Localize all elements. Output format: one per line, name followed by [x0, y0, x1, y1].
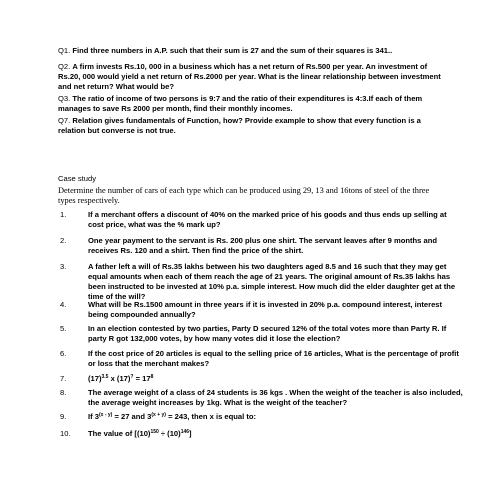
item-text: If the cost price of 20 articles is equal to the selling price of 16 articles, What is the percentage of profit or loss that the merchant makes?: [88, 349, 459, 368]
item-text: [88, 374, 463, 384]
item-number: 7.: [60, 374, 67, 383]
expr-exponent: 146: [180, 429, 190, 435]
item-number: 5.: [60, 324, 67, 333]
question-text: Find three numbers in A.P. such that their sum is 27 and the sum of their squares is 341..: [72, 46, 393, 55]
item-number: 8.: [60, 388, 67, 397]
expr-part: (17): [88, 374, 102, 383]
question-number: Q7.: [58, 116, 71, 125]
item-text: The average weight of a class of 24 students is 36 kgs . When the weight of the teacher is also included, the average weight increases by 1kg. What is the weight of the teacher?: [88, 388, 463, 407]
expr-exponent: (x - y): [98, 412, 113, 418]
expr-part: The value of [(10): [88, 429, 151, 438]
item-number: 1.: [60, 210, 67, 219]
question-3: [58, 94, 444, 114]
expr-part: = 243, then x is equal to:: [165, 412, 257, 421]
expr-exponent: 3.5: [101, 374, 109, 380]
expr-exponent: ?: [130, 374, 134, 380]
item-number: 2.: [60, 236, 67, 245]
item-text: If a merchant offers a discount of 40% on the marked price of his goods and thus ends up selling at cost price, what was the % mark up?: [88, 210, 447, 229]
question-2: [58, 62, 444, 92]
expr-exponent: (x + y): [151, 412, 166, 418]
item-text: In an election contested by two parties, Party D secured 12% of the total votes more than Party R. If party R got 132,000 votes, by how many votes did it lose the election?: [88, 324, 447, 343]
expr-part: ]: [189, 429, 192, 438]
item-text: [88, 412, 463, 422]
question-text: Relation gives fundamentals of Function, how? Provide example to show that every function is a relation but converse is not true.: [58, 116, 421, 135]
item-text: One year payment to the servant is Rs. 200 plus one shirt. The servant leaves after 9 months and receives Rs. 120 and a shirt. Then find the price of the shirt.: [88, 236, 438, 255]
question-1: [58, 46, 444, 56]
expr-exponent: 8: [150, 374, 154, 380]
item-text: What will be Rs.1500 amount in three years if it is invested in 20% p.a. compound interest, interest being compounded annually?: [88, 300, 443, 319]
expr-part: ÷ (10): [158, 429, 181, 438]
question-text: The ratio of income of two persons is 9:7 and the ratio of their expenditures is 4:3.If each of them manages to save Rs 2000 per month, find their monthly incomes.: [58, 94, 423, 113]
question-number: Q3.: [58, 94, 71, 103]
question-number: Q2.: [58, 62, 71, 71]
item-number: 6.: [60, 349, 67, 358]
item-number: 4.: [60, 300, 67, 309]
expr-part: = 27 and 3: [112, 412, 152, 421]
question-text: A firm invests Rs.10, 000 in a business which has a net return of Rs.500 per year. An investment of Rs.20, 000 would yield a net return of Rs.2000 per year. What is the linear relationship between investment and net return? What would be?: [58, 62, 441, 91]
item-text: A father left a will of Rs.35 lakhs between his two daughters aged 8.5 and 16 such that they may get equal amounts when each of them reach the age of 21 years. The original amount of Rs.35 lakhs has been instructed to be invested at 10% p.a. simple interest. How much did the elder daughter get at the time of the will?: [88, 262, 456, 301]
case-study-intro: Determine the number of cars of each type which can be produced using 29, 13 and 16tons of steel of the three types respectively.: [58, 186, 430, 205]
item-number: 9.: [60, 412, 67, 421]
expr-part: = 17: [133, 374, 151, 383]
question-7: [58, 116, 444, 136]
question-number: Q1.: [58, 46, 71, 55]
item-text: [88, 429, 463, 439]
expr-part: If 3: [88, 412, 99, 421]
expr-exponent: 150: [150, 429, 159, 435]
case-study-title: Case study: [58, 174, 96, 183]
item-number: 10.: [60, 429, 71, 438]
expr-part: x (17): [108, 374, 131, 383]
item-number: 3.: [60, 262, 67, 271]
